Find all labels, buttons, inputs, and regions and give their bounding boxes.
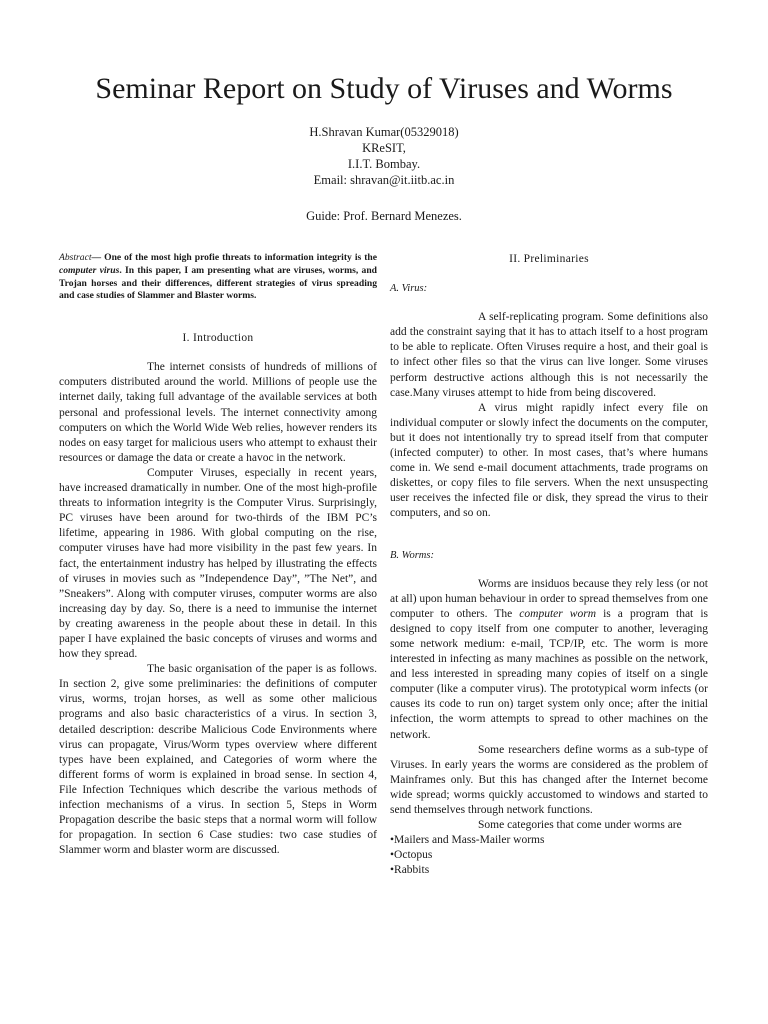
worms-text-start: Worms are insiduos because they rely less (or not at all) upon human behaviour in order to spread themselves from one computer to others. The: [390, 577, 708, 620]
intro-paragraph: The basic organisation of the paper is as follows. In section 2, give some preliminaries: the definitions of computer virus, worms, trojan horses, as well as some other malicious programs and also basic characteristics of a virus. In section 3, detailed description: describe Malicious Code Environments where virus can propagate, Virus/Worm types overview where different types have been explained, and Categories of worm where the different forms of worm is explained in broad sense. In section 4, File Infection Techniques which describe the various methods of infection mechanisms of a virus. In section 5, Steps in Worm Propagation describe the basic steps that a normal worm will follow for propagation. In section 6 Case studies: two case studies of Slammer worm and blaster worm are discussed.: [59, 663, 377, 857]
author-block: [0, 124, 768, 188]
worms-paragraph: Some researchers define worms as a sub-type of Viruses. In early years the worms are considered as the problem of Mainframes only. But this has changed after the Internet become wide spread; worms quickly accustomed to windows and started to send themselves through network functions.: [390, 743, 708, 816]
author-department: KReSIT,: [362, 141, 406, 155]
worms-term: computer worm: [519, 607, 596, 620]
virus-paragraph: A self-replicating program. Some definitions also add the constraint saying that it has to attach itself to a host program to be able to replicate. Often Viruses require a host, and their goal is to infect other files so that the virus can live longer. Some viruses perform destructive actions although this is not necessarily the case.Many viruses attempt to hide from being discovered.: [390, 311, 708, 399]
worms-categories-intro: Some categories that come under worms are: [478, 819, 682, 832]
list-item: • Rabbits: [390, 863, 708, 878]
abstract-dash: —: [91, 252, 105, 263]
abstract-term: computer virus: [59, 264, 120, 276]
paper-title: Seminar Report on Study of Viruses and Worms: [95, 72, 673, 105]
left-column: [59, 252, 377, 858]
preliminaries-heading: II. Preliminaries: [509, 253, 589, 265]
worms-text-end: is a program that is designed to copy itself from one computer to another, leveraging some network medium: e-mail, TCP/IP, etc. The worm is more interested in infecting as many machines as possible on the network, and less interested in spreading many copies of itself on a single computer (like a computer virus). The prototypical worm infects (or causes its code to run on) target system only once; after the initial infection, the worm attempts to spread to other machines on the network.: [390, 607, 708, 741]
author-name: H.Shravan Kumar(05329018): [309, 125, 459, 139]
list-item: • Octopus: [390, 848, 708, 863]
abstract-text-end: . In this paper, I am presenting what are viruses, worms, and Trojan horses and their differences, different strategies of virus spreading and case studies of Slammer and Blaster worms.: [59, 264, 378, 302]
intro-paragraph: The internet consists of hundreds of millions of computers distributed around the world. Millions of people use the internet daily, taking full advantage of the available services at both personal and professional levels. The internet connectivity among computers on which the World Wide Web relies, however renders its nodes on easy target for malicious users who attempt to exhaust their resources or damage the data or create a havoc in the network.: [59, 361, 377, 464]
intro-paragraph: Computer Viruses, especially in recent years, have increased dramatically in number. One of the most high-profile threats to information integrity is the Computer Virus. Surprisingly, PC viruses have been around for two-thirds of the IBM PC’s lifetime, appearing in 1986. With global computing on the rise, computer viruses have had more visibility in the past few years. In fact, the entertainment industry has helped by illustrating the effects of viruses in movies such as ”Independence Day”, ”The Net”, and ”Sneakers”. Along with computer viruses, computer worms are also increasing day by day. So, there is a need to immunise the internet by creating awareness in the people about these in detail. In this paper I have explained the basic concepts of viruses and worms and how they spread.: [59, 466, 377, 661]
guide-line: Guide: Prof. Bernard Menezes.: [306, 209, 462, 223]
worms-paragraph: [390, 577, 708, 743]
virus-subheading: A. Virus:: [390, 283, 428, 295]
worms-subheading: B. Worms:: [390, 549, 434, 561]
author-email: Email: shravan@it.iitb.ac.in: [313, 173, 455, 187]
list-item: • Mailers and Mass-Mailer worms: [390, 833, 708, 848]
author-institute: I.I.T. Bombay.: [347, 157, 421, 171]
virus-paragraph: A virus might rapidly infect every file on individual computer or slowly infect the documents on the computer, but it does not intentionally try to spread itself from that computer (infected computer) to other. In most cases, that’s where humans come in. We send e-mail document attachments, trade programs on diskettes, or copy files to file servers. When the next unsuspecting user receives the infected file or disk, they spread the virus to their computers, and so on.: [390, 401, 708, 520]
abstract: [59, 252, 377, 303]
introduction-heading: I. Introduction: [182, 332, 254, 345]
right-column: [390, 252, 708, 878]
abstract-label: Abstract: [59, 252, 92, 263]
abstract-text-start: One of the most high profie threats to information integrity is the: [104, 252, 377, 263]
